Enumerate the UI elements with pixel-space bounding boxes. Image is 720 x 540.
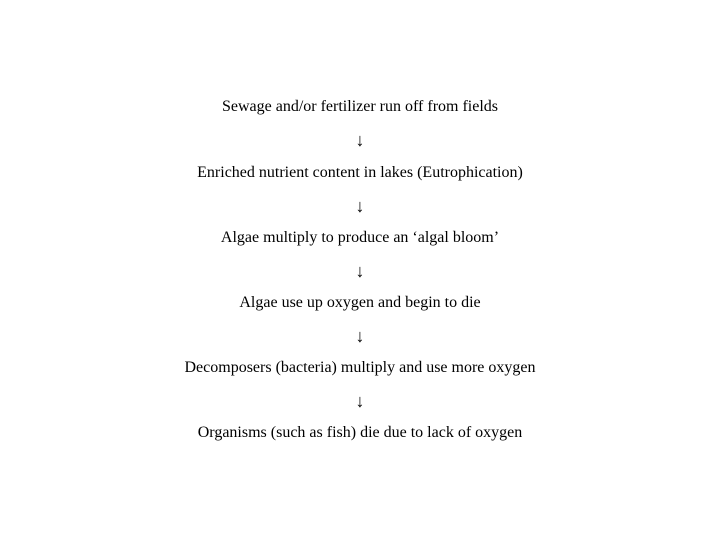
down-arrow-icon: ↓ bbox=[355, 196, 365, 216]
step-algal-bloom: Algae multiply to produce an ‘algal bloom’ bbox=[220, 229, 500, 246]
step-algae-die: Algae use up oxygen and begin to die bbox=[239, 294, 481, 311]
down-arrow-icon: ↓ bbox=[355, 261, 365, 281]
step-decomposers-multiply: Decomposers (bacteria) multiply and use more oxygen bbox=[184, 359, 536, 376]
step-organisms-die: Organisms (such as fish) die due to lack of oxygen bbox=[197, 424, 523, 441]
down-arrow-icon: ↓ bbox=[355, 326, 365, 346]
step-sewage-runoff: Sewage and/or fertilizer run off from fields bbox=[221, 98, 499, 115]
step-enriched-nutrients: Enriched nutrient content in lakes (Eutrophication) bbox=[197, 164, 523, 181]
down-arrow-icon: ↓ bbox=[355, 130, 365, 150]
down-arrow-icon: ↓ bbox=[355, 391, 365, 411]
